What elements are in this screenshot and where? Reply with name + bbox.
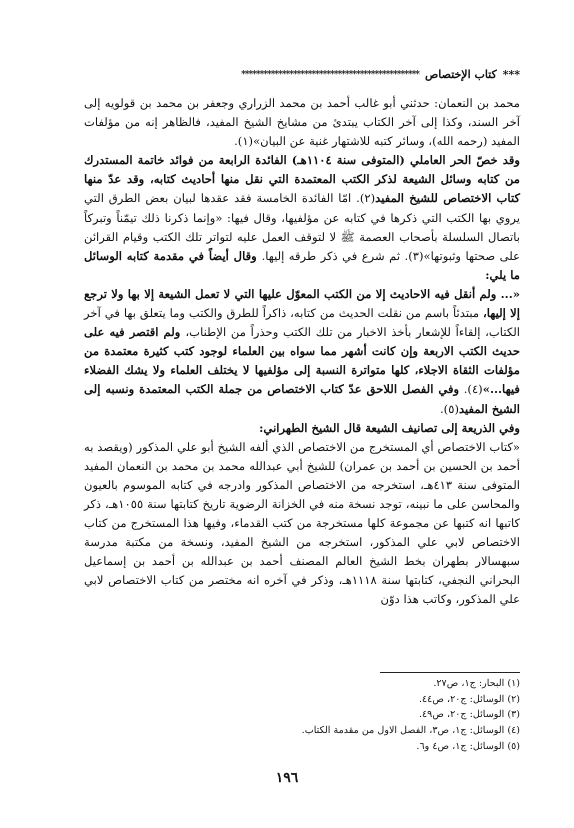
header-marker: ***: [502, 68, 520, 81]
paragraph: [84, 285, 520, 419]
running-header: [100, 66, 520, 84]
paragraph: [84, 94, 520, 151]
text-segment: ولم اقتصر فيه على حديث الكتب الاربعة وإن كانت أشهر مما سواه بين العلماء لوجود كتب كثيرة معتمدة من مؤلفات الثقاة الاجلاء، كلها متواترة النسبة إلى مؤلفيها لا يختلف العلماء ولا يشك الفضلاء فيها...»: [84, 325, 520, 397]
header-title: كتاب الإختصاص: [425, 68, 497, 81]
footnote: (٤) الوسائل: ج١، ص٣، الفصل الاول من مقدمة الكتاب.: [301, 725, 520, 737]
text-segment: «... ولم أنقل فيه الاحاديث إلا من الكتب المعوّل عليها التي لا تعمل الشيعة إلا بها ولا ترجع إلا إليها،: [84, 286, 520, 321]
text-segment: (٢). امّا الفائدة الخامسة فقد عقدها لبيان بعض الطرق التي يروي بها الكتب التي ذكرها في كتابه عن مؤلفيها، وقال فيها: «وإنما ذكرنا ذلك تيمّناً وتبركاً باتصال السلسلة بأصحاب العصمة ﷺ لا لتوقف العمل عليه لتواتر تلك الكتب وقيام القرائن على صحتها وثبوتها»(٣). ثم شرع في ذكر طرقه إليها.: [84, 191, 520, 263]
text-segment: مبتدئاً باسم من نقلت الحديث من كتابه، ذاكراً للطرق والكتب وما يتعلق بها في آخر الكتاب، إلقاءاً للإشعار بأخذ الاخبار من تلك الكتب وحذراً من الإطناب،: [84, 306, 520, 340]
text-segment: (٤).: [459, 382, 483, 397]
text-segment: وفي الفصل اللاحق عدّ كتاب الاختصاص من جملة الكتب المعتمدة ونسبه إلى الشيخ المفيد: [84, 382, 520, 416]
paragraph: [84, 151, 520, 285]
footnote: (٢) الوسائل: ج٢٠، ص٤٤.: [418, 693, 520, 705]
footnote: (١) البحار: ج١، ص٢٧.: [433, 678, 520, 689]
footnotes: [84, 676, 520, 755]
text-segment: وقال أيضاً في مقدمة كتابه الوسائل ما يلي:: [84, 248, 520, 282]
paragraph: [84, 438, 520, 610]
footnote: (٣) الوسائل: ج٢٠، ص٤٩.: [418, 709, 520, 721]
footnote: (٥) الوسائل: ج١، ص٤ و٦.: [416, 740, 520, 752]
text-segment: وفي الذريعة إلى تصانيف الشيعة قال الشيخ الطهراني:: [259, 420, 520, 435]
page-number: ١٩٦: [275, 770, 299, 786]
paragraph: [84, 419, 520, 438]
text-segment: (٥).: [439, 401, 459, 416]
footnote-divider: [380, 672, 520, 673]
text-segment: «كتاب الاختصاص أي المستخرج من الاختصاص الذي ألفه الشيخ أبو علي المذكور (ويقصد به أحمد بن الحسين بن أحمد بن عمران) للشيخ أبي عبدالله محمد بن محمد بن النعمان المفيد المتوفى سنة ٤١٣هـ، استخرجه من الاختصاص المذكور وادرجه في كتابه الموسوم بالعيون والمحاسن على ما نبينه، توجد نسخة منه في الخزانة الرضوية تاريخ كتابتها سنة ١٠٥٥هـ، ذكر كاتبها انه كتبها عن مجموعة كلها مستخرجة من كتب القدماء، وفيها هذا المستخرج من كتاب الاختصاص لابي علي المذكور، استخرجه من الشيخ المفيد، ونسخة من مكتبة مدرسة سبهسالار بطهران بخط الشيخ العالم المصنف أحمد بن عبدالله بن أحمد بن إسماعيل البحراني النجفي، كتابتها سنة ١١١٨هـ، وذكر في آخره انه مختصر من كتاب الاختصاص لابي علي المذكور، وكاتب هذا دوّن: [84, 439, 520, 607]
text-segment: وقد خصّ الحر العاملي (المتوفى سنة ١١٠٤هـ) الفائدة الرابعة من فوائد خاتمة المستدرك من كتابه وسائل الشيعة لذكر الكتب المعتمدة التي نقل منها أحاديث كتابه، وقد عدّ منها كتاب الاختصاص للشيخ المفيد: [84, 153, 520, 206]
text-segment: محمد بن النعمان: حدثني أبو غالب أحمد بن محمد الزراري وجعفر بن محمد بن قولويه إلى آخر السند، وكذا إلى آخر الكتاب يبتدئ من مشايخ الشيخ المفيد، فالظاهر إنه من مؤلفات المفيد (رحمه الله)، وسائر كتبه للاشتهار غنية عن البيان»(١).: [84, 96, 521, 149]
body-text: [84, 94, 520, 610]
header-ornament: ************************************************: [241, 70, 419, 80]
